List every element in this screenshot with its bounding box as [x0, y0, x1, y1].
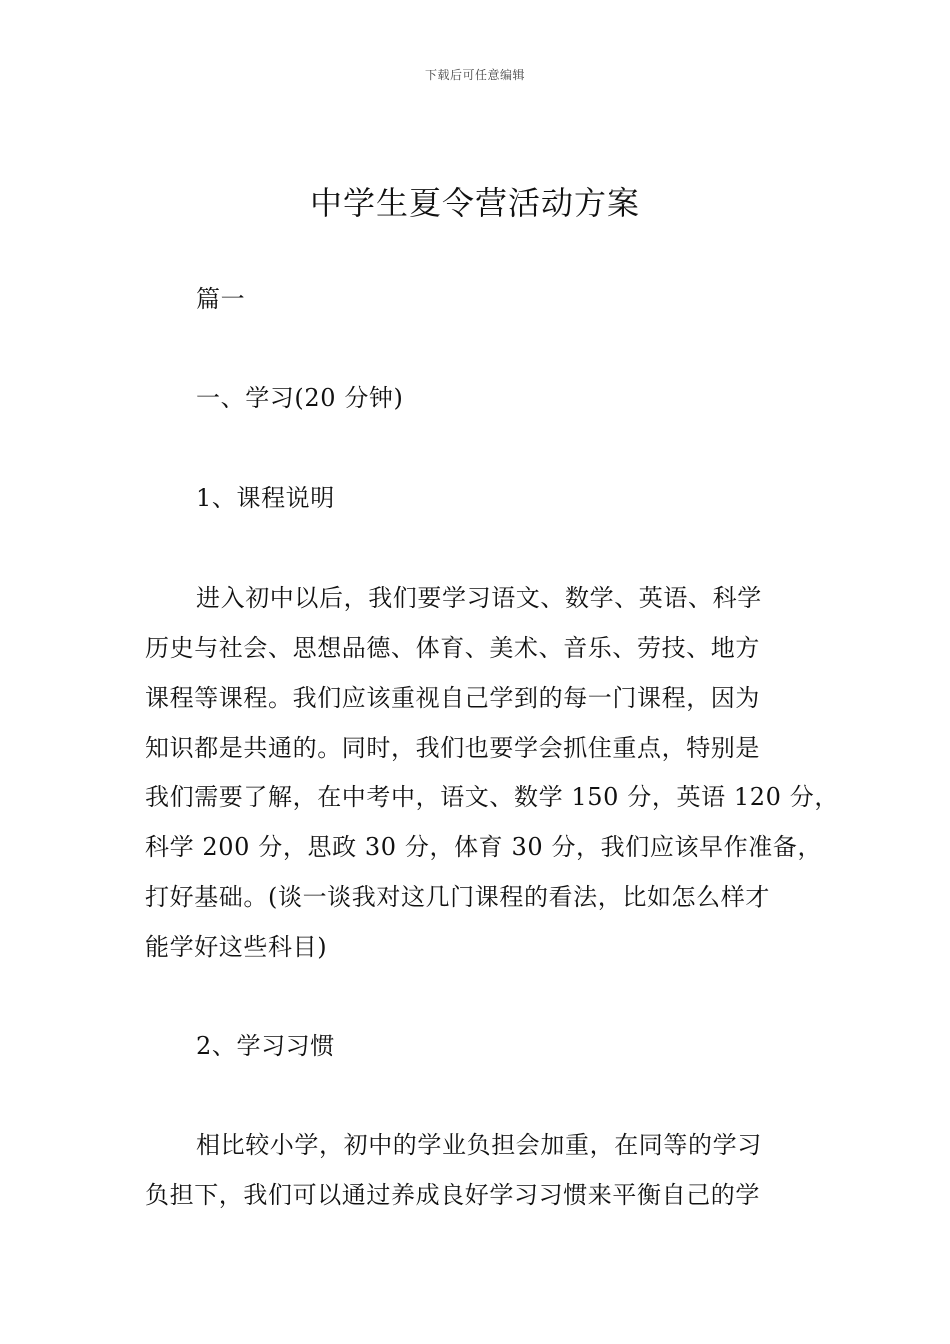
paragraph-line: 能学好这些科目) [145, 933, 328, 961]
part-label: 篇一 [196, 285, 246, 313]
subsection-heading-study-habits: 2、学习习惯 [196, 1032, 335, 1060]
paragraph-line: 打好基础。(谈一谈我对这几门课程的看法，比如怎么样才 [145, 883, 770, 911]
paragraph-line: 历史与社会、思想品德、体育、美术、音乐、劳技、地方 [145, 634, 760, 662]
paragraph-line: 课程等课程。我们应该重视自己学到的每一门课程，因为 [145, 684, 760, 712]
paragraph-line: 我们需要了解，在中考中，语文、数学 150 分，英语 120 分， [145, 783, 839, 811]
subsection-heading-course-description: 1、课程说明 [196, 484, 335, 512]
paragraph-line: 相比较小学，初中的学业负担会加重，在同等的学习 [196, 1131, 762, 1159]
paragraph-line: 进入初中以后，我们要学习语文、数学、英语、科学 [196, 584, 762, 612]
paragraph-line: 科学 200 分，思政 30 分，体育 30 分，我们应该早作准备， [145, 833, 823, 861]
document-title: 中学生夏令营活动方案 [309, 184, 640, 222]
paragraph-line: 负担下，我们可以通过养成良好学习习惯来平衡自己的学 [145, 1181, 760, 1209]
paragraph-line: 知识都是共通的。同时，我们也要学会抓住重点，特别是 [145, 734, 760, 762]
page-header-note: 下载后可任意编辑 [424, 68, 525, 82]
section-heading-study: 一、学习(20 分钟) [196, 384, 404, 412]
